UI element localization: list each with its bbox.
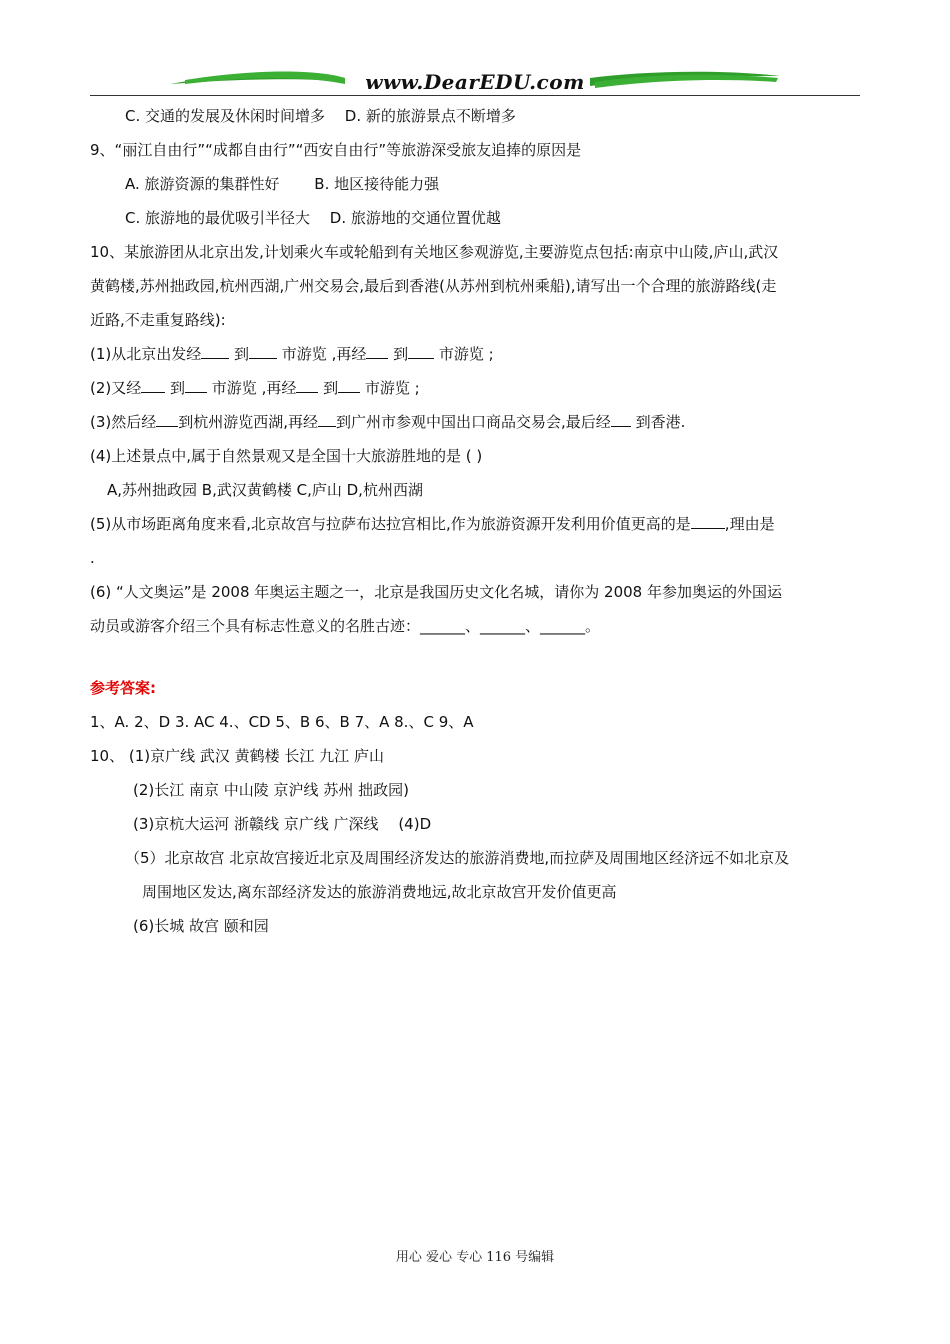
q10-part-5-end: . bbox=[90, 549, 95, 567]
q10-part-4-options: A,苏州拙政园 B,武汉黄鹤楼 C,庐山 D,杭州西湖 bbox=[107, 481, 423, 499]
answer-line: 10、 (1)京广线 武汉 黄鹤楼 长江 九江 庐山 bbox=[90, 747, 384, 765]
answer-line: (2)长江 南京 中山陵 京沪线 苏州 拙政园) bbox=[133, 781, 409, 799]
answer-line: (3)京杭大运河 浙赣线 京广线 广深线 (4)D bbox=[133, 815, 432, 833]
answer-line: 周围地区发达,离东部经济发达的旅游消费地远,故北京故宫开发价值更高 bbox=[142, 883, 617, 901]
q10-part-6-cont: 动员或游客介绍三个具有标志性意义的名胜古迹：______、______、______。 bbox=[90, 617, 601, 635]
answer-blank bbox=[141, 378, 165, 393]
question-10-line: 10、某旅游团从北京出发,计划乘火车或轮船到有关地区参观游览,主要游览点包括:南京中山陵,庐山,武汉 bbox=[90, 243, 779, 261]
answer-line: 1、A. 2、D 3. AC 4.、CD 5、B 6、B 7、A 8.、C 9、A bbox=[90, 713, 474, 731]
answer-blank bbox=[408, 344, 434, 359]
answer-line: （5）北京故宫 北京故宫接近北京及周围经济发达的旅游消费地,而拉萨及周围地区经济远不如北京及 bbox=[125, 849, 790, 867]
document-body bbox=[90, 105, 860, 949]
answer-blank bbox=[249, 344, 277, 359]
option-line: C. 旅游地的最优吸引半径大 D. 旅游地的交通位置优越 bbox=[125, 209, 501, 227]
q10-part-4: (4)上述景点中,属于自然景观又是全国十大旅游胜地的是 ( ) bbox=[90, 447, 483, 465]
answer-blank bbox=[185, 378, 207, 393]
option-line: A. 旅游资源的集群性好 B. 地区接待能力强 bbox=[125, 175, 440, 193]
answer-blank bbox=[318, 412, 336, 427]
option-line: C. 交通的发展及休闲时间增多 D. 新的旅游景点不断增多 bbox=[125, 107, 516, 125]
page-footer: 用心 爱心 专心 116 号编辑 bbox=[395, 1250, 555, 1265]
q10-part-1: (1)从北京出发经 到 市游览 ,再经 到 市游览 ; bbox=[90, 345, 494, 363]
answer-line: (6)长城 故宫 颐和园 bbox=[133, 917, 269, 935]
header-divider bbox=[90, 95, 860, 96]
question-10-line: 黄鹤楼,苏州拙政园,杭州西湖,广州交易会,最后到香港(从苏州到杭州乘船),请写出一个合理的旅游路线(走 bbox=[90, 277, 777, 295]
answer-blank bbox=[156, 412, 178, 427]
logo-text: www.DearEDU.com bbox=[365, 70, 585, 94]
answer-blank bbox=[691, 514, 725, 529]
q10-part-2: (2)又经 到 市游览 ,再经 到 市游览 ; bbox=[90, 379, 420, 397]
header-logo bbox=[90, 66, 860, 98]
q10-part-5: (5)从市场距离角度来看,北京故宫与拉萨布达拉宫相比,作为旅游资源开发利用价值更高的是 ,理由是 bbox=[90, 515, 775, 533]
q10-part-6: (6) “人文奥运”是 2008 年奥运主题之一，北京是我国历史文化名城，请你为 2008 年参加奥运的外国运 bbox=[90, 583, 782, 601]
answer-blank bbox=[611, 412, 631, 427]
question-9: 9、“丽江自由行”“成都自由行”“西安自由行”等旅游深受旅友追捧的原因是 bbox=[90, 141, 582, 159]
answer-blank bbox=[296, 378, 318, 393]
answers-title: 参考答案: bbox=[90, 679, 156, 697]
question-10-line: 近路,不走重复路线): bbox=[90, 311, 226, 329]
q10-part-3: (3)然后经 到杭州游览西湖,再经 到广州市参观中国出口商品交易会,最后经 到香港. bbox=[90, 413, 686, 431]
answer-blank bbox=[201, 344, 229, 359]
answer-blank bbox=[338, 378, 360, 393]
answer-blank bbox=[366, 344, 388, 359]
